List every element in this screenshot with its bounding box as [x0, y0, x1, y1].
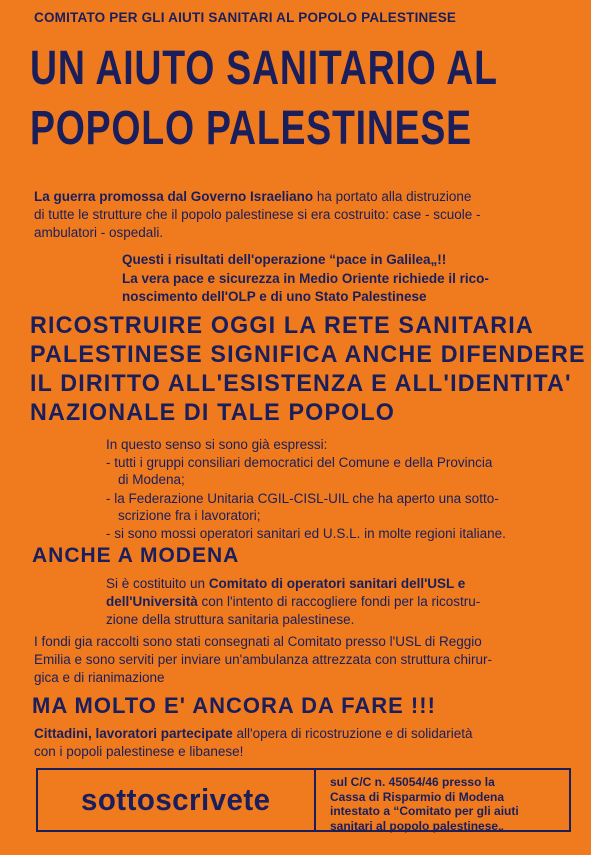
account-line: Cassa di Risparmio di Modena [330, 789, 505, 804]
funds-line-1: I fondi gia raccolti sono stati consegnati al Comitato presso l'USL di Reggio [34, 634, 482, 649]
subscription-box [36, 768, 571, 832]
intro-line-1-rest: ha portato alla distruzione [313, 189, 472, 204]
account-line: sul C/C n. 45054/46 presso la [330, 775, 495, 789]
callout-line-4: NAZIONALE DI TALE POPOLO [30, 399, 396, 426]
support-item: scrizione fra i lavoratori; [118, 508, 261, 523]
callout-line-1: RICOSTRUIRE OGGI LA RETE SANITARIA [30, 312, 534, 339]
callout-line-2: PALESTINESE SIGNIFICA ANCHE DIFENDERE [30, 341, 586, 368]
intro-line-1 [34, 188, 471, 206]
callout-line-3: IL DIRITTO ALL'ESISTENZA E ALL'IDENTITA' [30, 370, 572, 397]
appeal-line-1 [34, 725, 473, 743]
account-line: sanitari al popolo palestinese„ [330, 818, 505, 833]
subscribe-panel [38, 770, 316, 830]
intro-line-3: ambulatori - ospedali. [34, 225, 164, 240]
support-item: di Modena; [118, 472, 185, 487]
appeal-bold: Cittadini, lavoratori partecipate [34, 726, 233, 741]
account-details [330, 775, 519, 833]
modena-line-2-rest: con l'intento di raccogliere fondi per la ricostru- [197, 594, 481, 609]
support-item: - la Federazione Unitaria CGIL-CISL-UIL che ha aperto una sotto- [106, 491, 499, 506]
account-line: intestato a “Comitato per gli aiuti [330, 804, 519, 818]
headline-line-1: UN AIUTO SANITARIO AL [30, 42, 498, 95]
modena-title: ANCHE A MODENA [32, 544, 240, 567]
modena-line-3: zione della struttura sanitaria palestinese. [106, 612, 355, 627]
galilea-line-1: Questi i risultati dell'operazione “pace in Galilea„!! [122, 252, 447, 267]
funds-line-3: gica e di rianimazione [34, 670, 165, 685]
galilea-line-2: La vera pace e sicurezza in Medio Oriente richiede il rico- [122, 271, 489, 286]
headline-line-2: POPOLO PALESTINESE [30, 102, 472, 155]
modena-line-2 [106, 593, 480, 611]
appeal-line-1-rest: all'opera di ricostruzione e di solidarietà [232, 726, 473, 741]
appeal-line-2: con i popoli palestinese e libanese! [34, 744, 244, 759]
support-intro: In questo senso si sono già espressi: [106, 437, 328, 452]
galilea-line-3: noscimento dell'OLP e di uno Stato Palestinese [122, 289, 427, 304]
modena-line-1-bold: Comitato di operatori sanitari dell'USL e [208, 576, 466, 591]
intro-line-2: di tutte le strutture che il popolo palestinese si era costruito: case - scuole - [34, 207, 481, 222]
modena-line-1-pre: Si è costituito un [106, 576, 209, 591]
modena-line-1 [106, 575, 465, 593]
support-item: - si sono mossi operatori sanitari ed U.S.L. in molte regioni italiane. [106, 526, 506, 541]
modena-line-2-bold: dell'Università [106, 594, 198, 609]
funds-line-2: Emilia e sono serviti per inviare un'ambulanza attrezzata con struttura chirur- [34, 652, 493, 667]
appeal-title: MA MOLTO E' ANCORA DA FARE !!! [32, 693, 436, 718]
organization-title: COMITATO PER GLI AIUTI SANITARI AL POPOLO PALESTINESE [34, 10, 457, 25]
intro-bold: La guerra promossa dal Governo Israeliano [34, 189, 314, 204]
support-item: - tutti i gruppi consiliari democratici del Comune e della Provincia [106, 455, 493, 470]
subscribe-label: sottoscrivete [81, 782, 271, 817]
